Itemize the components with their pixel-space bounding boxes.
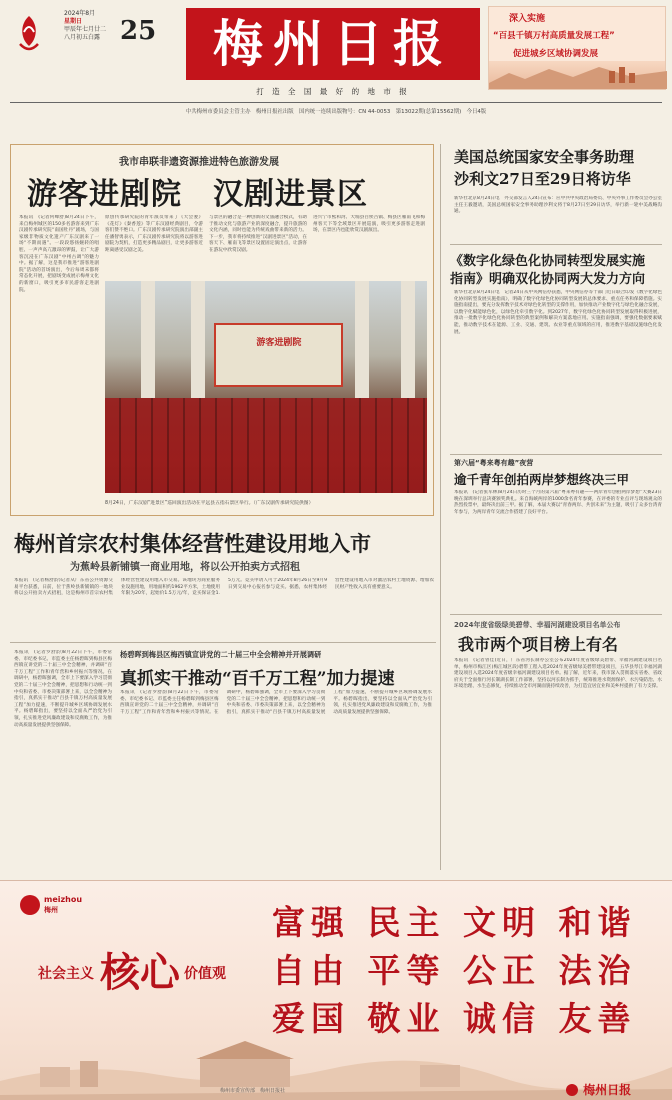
photo-pillar: [355, 281, 369, 398]
photo-audience-seats: [105, 398, 427, 493]
inspection-kicker: 杨碧晖到梅县区梅西镇宣讲党的二十届三中全会精神并开展调研: [120, 650, 322, 659]
story2-headline-1: 《数字化绿色化协同转型发展实施: [450, 254, 646, 269]
promo-line-2: 促进城乡区域协调发展: [513, 49, 599, 59]
masthead-rule: [10, 102, 662, 103]
story1-body: 新华社北京8月24日电 外交部发言人24日宣布：应中共中央政治局委员、中央外事工作委员会办公室主任王毅邀请，美国总统国家安全事务助理沙利文将于8月27日至29日访华，举行新一轮中美战略沟通。: [454, 196, 662, 215]
promo-line-1: “百县千镇万村高质量发展工程”: [493, 31, 615, 41]
photo-pillar: [191, 281, 205, 398]
ad-core-prefix: 社会主义: [38, 966, 94, 982]
story3-headline: 逾千青年创拍两岸梦想终决三甲: [454, 472, 630, 487]
lead-photo: [105, 281, 427, 493]
rural-body: 本报讯 (记者杨舒韵)记者从广东省公共资源交易平台获悉，日前，位于蕉岭县新铺镇的一地块将以公开拍卖方式招租，这是梅州市首宗农村集体经营性建设用地入市交易。该地块为商业服务业设施用地，用地面积约1962平方米，土地使用年限为20年，起始价1.5万元/年，竞买保证金1.5万元。竞买申请人可于2024年8月26日至9月9日到交易中心报名参与竞买。据悉，农村集体经营性建设用地入市对激活农村土地资源、增加农民财产性收入具有重要意义。: [14, 578, 434, 597]
story4-kicker: 2024年度省级绿美碧带、幸福河湖建设项目名单公布: [454, 621, 621, 629]
meizhou-flower-icon: [20, 895, 40, 915]
ad-values-row-3: 爱国 敬业 诚信 友善: [272, 999, 637, 1038]
photo-pillar: [141, 281, 155, 398]
newspaper-title: 梅州日报: [186, 8, 480, 80]
lead-headline: 游客进剧院 汉剧进景区: [27, 177, 368, 212]
story4-headline: 我市两个项目榜上有名: [458, 635, 619, 654]
divider: [10, 642, 436, 643]
rural-subhead: 为蕉岭县新铺镇一商业用地，将以公开拍卖方式招租: [70, 562, 300, 573]
story3-kicker: 第六届“粤来粤有趣”夜营: [454, 459, 534, 467]
column-divider: [440, 144, 441, 870]
lunar-date-1: 甲辰年七月廿二: [64, 26, 107, 33]
ad-footer-logo: [566, 1079, 666, 1097]
lunar-date-2: 八月初五白露: [64, 34, 101, 41]
promo-box: [488, 6, 666, 90]
ad-footer-left: 梅州市委宣传部 梅州日报社: [220, 1088, 286, 1094]
ad-core-big: 核心: [100, 949, 180, 996]
core-values-ad: [0, 880, 672, 1100]
day-number: 25: [120, 16, 157, 46]
story1-headline-2: 沙利文27日至29日将访华: [454, 170, 631, 188]
lead-story-box: [10, 144, 434, 516]
divider: [450, 454, 662, 455]
rural-headline: 梅州首宗农村集体经营性建设用地入市: [14, 531, 371, 556]
weekday: 星期日: [64, 18, 83, 25]
ad-values-row-1: 富强 民主 文明 和谐: [272, 903, 637, 942]
date-line: 2024年8月: [64, 10, 96, 17]
ad-brand-en: meizhou: [44, 895, 83, 904]
masthead-date-block: [64, 10, 184, 66]
ad-brand-cn: 梅州: [44, 906, 58, 914]
inspection-story: [10, 646, 436, 872]
divider: [450, 614, 662, 615]
photo-stage: [214, 323, 343, 387]
story4-body: 本报讯 (记者曾佳)近日，广东省河长制办公室公布2024年度省级绿美碧带、幸福河湖建设项目名单，梅州市梅江区(梅江城区段)碧带工程入选2024年度省级绿美碧带建设项目，五华县琴江幸福河湖建设项目入选2024年度省级幸福河湖建设项目名单。据了解，近年来，我市深入贯彻落实省委、省政府关于全面推行河长制湖长制工作部署，坚持以河长制为抓手，统筹推进水资源保护、水污染防治、水环境治理、水生态修复，持续推动全市河湖面貌持续改善，为打造宜居宜业和美乡村提供了有力支撑。: [454, 658, 662, 690]
newspaper-slogan: 打 造 全 国 最 好 的 地 市 报: [256, 87, 410, 96]
lead-body-col-4: 进兴宁市熙和湾、大埔县百侯古镇、梅县区雁南飞和梅州客天下等全域景区开展巡演，吸引更多游客走进剧场，在景区内也能欣赏汉剧演出。: [313, 215, 425, 234]
divider: [450, 244, 662, 245]
lead-body-col-2: 原创传承研究院的青年演员带来了《大会妻》《花灯》《秦香莲》等广东汉剧经典剧目，令游客们赞不绝口。广东汉剧传承研究院演出部副主任潘智勇表示，广东汉剧传承研究院将以游客进剧院为契机，打造更多精品剧目，让更多游客近距离感受汉剧之美。: [105, 215, 203, 253]
lead-body-col-3: 与景区的融合是一种创新的文旅融合模式，有助于推动文化与旅游产业的深度融合，提升旅游的文化内涵，同时也能为传统戏曲带来新的活力。下一步，我市将持续推进“汉剧进景区”活动，在客天下、雁南飞等景区设置固定演出点，让游客在游玩中欣赏汉剧。: [209, 215, 307, 253]
masthead: [0, 0, 672, 118]
story1-headline-1: 美国总统国家安全事务助理: [454, 148, 635, 166]
photo-stage-title: 游客进剧院: [256, 338, 302, 349]
photo-pillar: [401, 281, 415, 398]
inspection-headline: 真抓实干推动“百千万工程”加力提速: [120, 669, 395, 689]
ad-values-row-2: 自由 平等 公正 法治: [272, 951, 637, 990]
inspection-body: 本报讯 (记者罗舒韵)8月22日下午，市委常委、市纪委书记、市监委主任杨碧晖到梅县区梅西镇宣讲党的二十届三中全会精神，并调研“百千万工程”工作和青年营和乡村振兴等情况。在调研中，杨碧晖强调，全市上下要深入学习贯彻党的二十届三中全会精神，把思想和行动统一到中央和省委、市委决策部署上来，以全会精神为指引，真抓实干推动“百县千镇万村高质量发展工程”加力提速，不断提升城乡区域协调发展水平。杨碧晖指出，要坚持以全面从严治党为引领，扎实推进党风廉政建设和反腐败工作，为推动高质量发展提供坚强保障。: [120, 690, 432, 715]
masthead-emblem-icon: [14, 14, 44, 54]
ad-footer-logo-text: 梅州日报: [583, 1083, 632, 1097]
story2-headline-2: 指南》明确双化协同两大发力方向: [450, 272, 646, 287]
ad-core-suffix: 价值观: [184, 966, 226, 982]
promo-illustration: [489, 61, 665, 89]
right-column: [444, 144, 666, 872]
lead-body-col-1: 本报讯 (记者何峰舒)8月24日下午，来自梅州城区的150多名游客来到广东汉剧传承研究院“南国牡丹”剧场，与国家级非物质文化遗产广东汉剧来了一场“不期而遇”。一段段悠扬婉转的唱腔、一声声高亢激昂的锣鼓，让广大游客沉浸在广东汉剧“中州古调”的魅力中。据了解，这是我市推进“游客进剧院”活动的首场演出，今后每周末都将常态化开展，把剧场变成展示梅州文化的新窗口，吸引更多市民游客走进剧院。: [19, 215, 99, 293]
newspaper-logo-icon: [566, 1084, 578, 1096]
rural-land-story: [10, 522, 436, 640]
publication-info: 中共梅州市委员会主管主办 梅州日报社出版 国内统一连续出版物号：CN 44-0053 第13022期(总第15562期) 今日4版: [185, 109, 487, 115]
lead-photo-caption: 8月24日，广东汉剧“进景区”巡回演出活动在平远县五指石景区举行。（广东汉剧传承研究院供图）: [105, 501, 314, 506]
promo-kicker: 深入实施: [509, 14, 546, 24]
lead-kicker: 我市串联非遗资源推进特色旅游发展: [119, 157, 279, 168]
story3-body: 本报讯 (记者张军林)8月24日历时三个月的第六届“粤来粤有趣——两岸青年创拍两岸梦想”大赛23日晚在深圳举行总决赛颁奖典礼。来自海峡两岸的1000余名青年参赛，在评委的专业点评与现场观众的热烈投票中，最终决出前三甲。据了解，本届大赛以“青春两岸、共创未来”为主题，吸引了众多台湾青年参与，为两岸青年交流合作搭建了良好平台。: [454, 490, 662, 515]
story2-body: 新华社北京8月24日电 记者24日从中央网信办获悉，中央网信办等十部门近日联合印发《数字化绿色化协同转型发展实施指南》，明确了数字化绿色化协同转型发展的总体要求、重点任务和保障措施。实施指南提出，要充分发挥数字技术对绿色化转型的支撑作用，加快推动产业数字化与绿色化融合发展，以数字化赋能绿色化，以绿色化牵引数字化。到2027年，数字化绿色化协同转型发展取得积极进展，推动一批数字化绿色化协同转型的典型案例和解决方案落地应用。实施指南强调，要强化数据要素赋能，推动数字技术在能源、工业、交通、建筑、农业等重点领域的应用，推进数字基础设施绿色化发展。: [454, 290, 662, 335]
inspection-body-lead: 本报讯 (记者罗舒韵)8月22日下午，市委常委、市纪委书记、市监委主任杨碧晖到梅县区梅西镇宣讲党的二十届三中全会精神，并调研“百千万工程”工作和青年营和乡村振兴等情况。在调研中，杨碧晖强调，全市上下要深入学习贯彻党的二十届三中全会精神，把思想和行动统一到中央和省委、市委决策部署上来，以全会精神为指引，真抓实干推动“百县千镇万村高质量发展工程”加力提速，不断提升城乡区域协调发展水平。杨碧晖指出，要坚持以全面从严治党为引领，扎实推进党风廉政建设和反腐败工作，为推动高质量发展提供坚强保障。: [14, 650, 112, 728]
